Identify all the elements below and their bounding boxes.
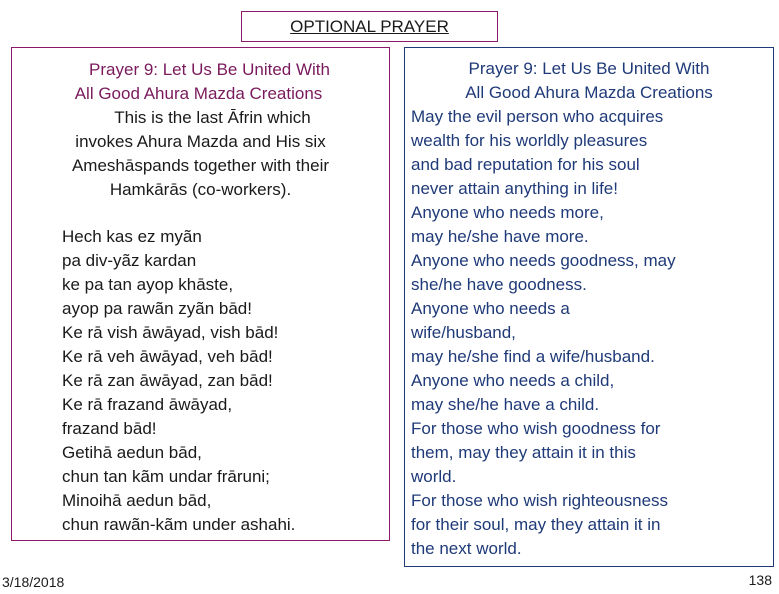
- verse-line: Minoihā aedun bād,: [62, 491, 212, 510]
- verse-line: Ke rā veh āwāyad, veh bād!: [62, 347, 273, 366]
- translation-line: Anyone who needs goodness, may: [411, 251, 676, 270]
- verse-line: Ke rā frazand āwāyad,: [62, 395, 233, 414]
- translation-line: them, may they attain it in this: [411, 443, 636, 462]
- footer-date: 3/18/2018: [2, 574, 65, 590]
- verse-line: Ke rā zan āwāyad, zan bād!: [62, 371, 273, 390]
- verse-line: Hech kas ez myãn: [62, 227, 202, 246]
- page-number: 138: [748, 572, 772, 588]
- translation-line: for their soul, may they attain it in: [411, 515, 661, 534]
- translation-line: wealth for his worldly pleasures: [411, 131, 648, 150]
- left-heading-line2: All Good Ahura Mazda Creations: [74, 84, 323, 103]
- left-heading-line1: Prayer 9: Let Us Be United With: [89, 60, 330, 79]
- translation-panel: [404, 47, 774, 567]
- transliteration-panel: [11, 47, 390, 541]
- translation-line: the next world.: [411, 539, 522, 558]
- translation-line: wife/husband,: [411, 323, 516, 342]
- translation-line: may she/he have a child.: [411, 395, 600, 414]
- right-panel-heading: [405, 57, 773, 105]
- translation-text: [411, 105, 676, 561]
- verse-line: chun tan kãm undar frāruni;: [62, 467, 270, 486]
- translation-line: May the evil person who acquires: [411, 107, 664, 126]
- intro-line: invokes Ahura Mazda and His six: [75, 132, 326, 151]
- prayer-verse: [62, 225, 295, 537]
- translation-line: Anyone who needs a child,: [411, 371, 615, 390]
- verse-line: frazand bād!: [62, 419, 157, 438]
- translation-line: never attain anything in life!: [411, 179, 618, 198]
- intro-line: Hamkārās (co-workers).: [109, 180, 292, 199]
- verse-line: ayop pa rawãn zyãn bād!: [62, 299, 252, 318]
- verse-line: Ke rā vish āwāyad, vish bād!: [62, 323, 279, 342]
- right-heading-line1: Prayer 9: Let Us Be United With: [468, 59, 710, 78]
- intro-line: Ameshāspands together with their: [71, 156, 330, 175]
- translation-line: Anyone who needs more,: [411, 203, 604, 222]
- translation-line: may he/she have more.: [411, 227, 589, 246]
- translation-line: For those who wish righteousness: [411, 491, 669, 510]
- verse-line: Getihā aedun bād,: [62, 443, 202, 462]
- translation-line: Anyone who needs a: [411, 299, 570, 318]
- right-heading-line2: All Good Ahura Mazda Creations: [465, 83, 713, 102]
- verse-line: ke pa tan ayop khāste,: [62, 275, 234, 294]
- translation-line: and bad reputation for his soul: [411, 155, 640, 174]
- translation-line: she/he have goodness.: [411, 275, 587, 294]
- intro-line: This is the last Āfrin which: [114, 108, 311, 127]
- verse-line: chun rawãn-kãm under ashahi.: [62, 515, 296, 534]
- intro-text: [12, 106, 389, 202]
- translation-line: For those who wish goodness for: [411, 419, 661, 438]
- translation-line: world.: [411, 467, 457, 486]
- page-title: OPTIONAL PRAYER: [241, 11, 498, 42]
- verse-line: pa div-yãz kardan: [62, 251, 197, 270]
- left-panel-heading: [10, 58, 387, 106]
- translation-line: may he/she find a wife/husband.: [411, 347, 655, 366]
